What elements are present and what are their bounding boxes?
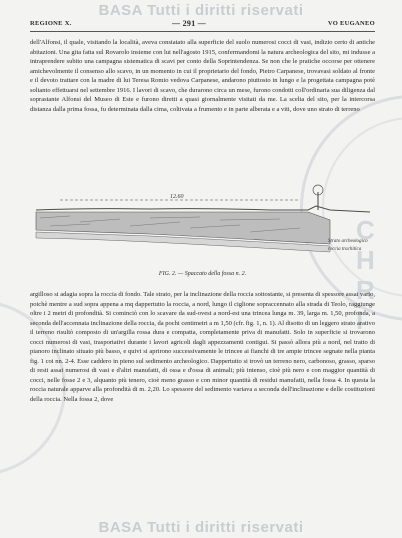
section-figure xyxy=(30,182,375,270)
header-region: REGIONE X. xyxy=(30,20,72,27)
seal-watermark-letters: C H R I xyxy=(356,215,375,335)
body-paragraph-2: argilloso si adagia sopra la roccia di fondo. Tale strato, per la inclinazione della roccia sottostante, si presenta di spessore assai vario, poichè mentre a sud sopra appena a mq dappertutto la roccia, a nord, lungo il ciglione sopraccennato alla strada di Teolo, raggiunge oltre i 2 metri di profondità. Si cominciò con lo scavare da sud-ovest a nord-est una trincea lunga m. 39, larga m. 1,50, profonda, a seconda dell'accennata inclinazione della roccia, da pochi centimetri a m 1,50 (cfr. fig. 1, n. 1). Al disotto di un leggero strato arativo il terreno risultò composto di un'argilla rossa dura e compatta, completamente priva di manufatti. Solo in superficie si trovarono cocci numerosi di vasi, trasportativi durante i lavori agricoli dagli appezzamenti contigui. Si passò allora più a nord, nel tratto di pianoro inclinato situato più basso, e quivi si aprirono successivamente le trincee ai fianchi di tre ampie trincee segnate nella pianta fig. 1 coi nn. 2-4. Esse caddero in pieno sul sedimento archeologico. Dappertutto si trovò un terreno nero, carbonoso, grasso, sparso di resti assai numerosi di vasi e d'altri manufatti, di ossa e d'ossa di animali; più intenso, cioè più nero e con maggior quantità di cocci, nelle fosse 2 e 3, alquanto più tenero, cioè meno grasso e con minor quantità di residui manufatti, nella fossa 4. In questa la roccia naturale apparve alla profondità di m. 2,20. Lo spessore del sedimento variava a seconda dell'inclinazione e delle costituzioni della roccia. Nella fossa 2, dove xyxy=(30,291,376,403)
legend-line-2: roccia trachitica xyxy=(328,247,362,252)
body-paragraph-1: dell'Alfonsi, il quale, visitando la località, aveva constatato alla superficie del suolo numerosi cocci di vasi, indizio certo di antiche abitazioni. Una gita fatta sul Rovarolo insieme con lui nell'agosto 1915, confermandomi la natura archeologica del sito, mi indusse a intraprendere subito una campagna sistematica di scavi per conto della Soprintendenza. Se non che le pratiche occorse per ottenere amichevolmente il consenso allo scavo, in un momento in cui il proprietario del fondo, Pietro Carpanese, trovavasi soldato al fronte e il devoto trattare con la madre di lui Teresa Romio vedova Carpanese, andarono piuttosto in lungo e la progettata campagna potè soltanto effettuarsi nel settembre 1916. I lavori di scavo, che durarono circa un mese, furono condotti coll'ordinaria sua diligenza dal soprastante Alfonsi del Museo di Este e furono diretti a quasi giornalmente visitati da me. La scelta del sito, per la intercorsa distanza dalla prima fossa, fu determinata dalla cima, coltivata a frumento e in parte alberata e a viti, dove uno strato di terreno xyxy=(30,39,375,113)
page-number: — 291 — xyxy=(172,19,207,28)
header-place: VO EUGANEO xyxy=(327,20,375,27)
header-rule xyxy=(30,31,375,32)
terrain-profile xyxy=(36,206,370,212)
figure-caption: FIG. 2. — Spaccato della fossa n. 2. xyxy=(158,271,247,277)
measure-label: 12.60 xyxy=(170,194,184,200)
watermark-bottom: BASA Tutti i diritti riservati xyxy=(98,519,304,536)
page-header xyxy=(30,18,375,30)
watermark-top: BASA Tutti i diritti riservati xyxy=(98,2,304,19)
legend-line-1: Strato archeologico xyxy=(328,239,368,244)
